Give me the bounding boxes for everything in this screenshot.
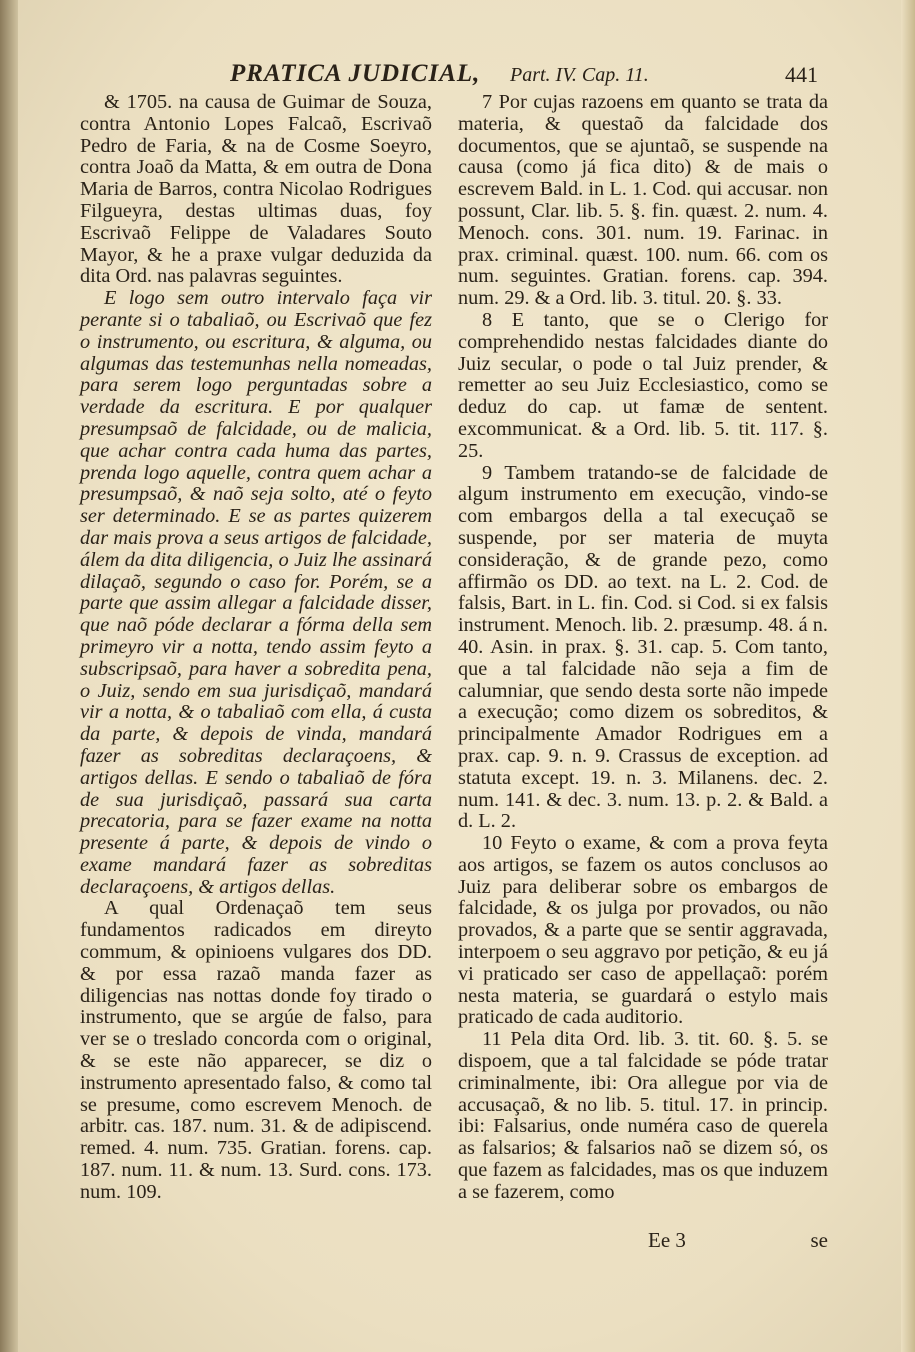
signature-mark: Ee 3 xyxy=(648,1228,686,1252)
paragraph: A qual Ordenaçaõ tem seus fundamentos radicados em direyto commum, & opinioens vulgares dos DD. & por essa razaõ manda fazer as diligencias nas nottas donde foy tirado o instrumento, que se argúe de falso, para ver se o treslado concorda com o original, & se este não apparecer, se diz o instrumento apresentado falso, & como tal se presume, como escrevem Menoch. de arbitr. cas. 187. num. 31. & de adipiscend. remed. 4. num. 735. Gratian. forens. cap. 187. num. 11. & num. 13. Surd. cons. 173. num. 109. xyxy=(80,897,432,1203)
page-number: 441 xyxy=(785,62,818,87)
part-chapter: Part. IV. Cap. 11. xyxy=(510,64,649,86)
page-edge xyxy=(901,0,915,1352)
left-column xyxy=(80,92,432,1204)
binding-gutter xyxy=(0,0,18,1352)
page-footer xyxy=(458,1228,828,1256)
paragraph-11: 11 Pela dita Ord. lib. 3. tit. 60. §. 5. se dispoem, que a tal falcidade se póde tratar criminalmente, ibi: Ora allegue por via de accusaçaõ, & no lib. 5. titul. 17. in princip. ibi: Falsarius, onde numéra caso de querela as falsarios; & falsarios naõ se dizem só, os que fazem as falcidades, mas os que induzem a se fazerem, como xyxy=(458,1028,828,1203)
paragraph-10: 10 Feyto o exame, & com a prova feyta aos artigos, se fazem os autos conclusos ao Juiz para deliberar sobre os embargos de falcidade, & os julga por provados, ou não provados, & a parte que se sentir aggravada, interpoem o seu aggravo por petição, & eu já vi praticado ser caso de appellaçaõ: porém nesta materia, se guardará o estylo mais praticado de cada auditorio. xyxy=(458,832,828,1029)
quoted-ordinance: E logo sem outro intervalo faça vir perante si o tabaliaõ, ou Escrivaõ que fez o instrumento, ou escritura, & alguma, ou algumas das testemunhas nella nomeadas, para serem logo perguntadas sobre a verdade da escritura. E por qualquer presumpsaõ de falcidade, ou de malicia, que achar contra cada huma das partes, prenda logo aquelle, contra quem achar a presumpsaõ, & naõ seja solto, até o feyto ser determinado. E se as partes quizerem dar mais prova a seus artigos de falcidade, álem da dita diligencia, o Juiz lhe assinará dilaçaõ, segundo o caso for. Porém, se a parte que assim allegar a falcidade disser, que naõ póde declarar a fórma della sem primeyro vir a notta, tendo assim feyto a subscripsaõ, para haver a sobredita pena, o Juiz, sendo em sua jurisdiçaõ, mandará vir a notta, & o tabaliaõ com ella, á custa da parte, & depois de vinda, mandará fazer as sobreditas declaraçoens, & artigos dellas. E sendo o tabaliaõ de fóra de sua jurisdiçaõ, passará sua carta precatoria, para se fazer exame na notta presente á parte, & depois de vindo o exame mandará fazer as sobreditas declaraçoens, & artigos dellas. xyxy=(80,287,432,898)
catchword: se xyxy=(810,1228,828,1252)
paragraph-7: 7 Por cujas razoens em quanto se trata da materia, & questaõ da falcidade dos documentos, que se ajuntaõ, se suspende na causa (como já fica dito) & de mais o escrevem Bald. in L. 1. Cod. qui accusar. non possunt, Clar. lib. 5. §. fin. quæst. 2. num. 4. Menoch. cons. 301. num. 19. Farinac. in prax. criminal. quæst. 100. num. 66. com os num. seguintes. Gratian. forens. cap. 394. num. 29. & a Ord. lib. 3. titul. 20. §. 33. xyxy=(458,91,828,310)
right-column xyxy=(458,92,828,1204)
paragraph-9: 9 Tambem tratando-se de falcidade de algum instrumento em execução, vindo-se com embargos della a tal execuçaõ se suspende, por ser materia de muyta consideração, & de grande pezo, como affirmão os DD. ao text. na L. 2. Cod. de falsis, Bart. in L. fin. Cod. si Cod. si ex falsis instrument. Menoch. lib. 2. præsump. 48. á n. 40. Asin. in prax. §. 31. cap. 5. Com tanto, que a tal falcidade não seja a fim de calumniar, que sendo desta sorte não impede a execução; como dizem os sobreditos, & principalmente Amador Rodrigues em a prax. cap. 9. n. 9. Crassus de exception. ad statuta except. 19. n. 3. Milanens. dec. 2. num. 141. & dec. 3. num. 13. p. 2. & Bald. a d. L. 2. xyxy=(458,461,828,833)
running-title: PRATICA JUDICIAL, xyxy=(230,60,481,87)
paragraph: & 1705. na causa de Guimar de Souza, contra Antonio Lopes Falcaõ, Escrivaõ Pedro de Faria, & na de Cosme Soeyro, contra Joaõ da Matta, & em outra de Dona Maria de Barros, contra Nicolao Rodrigues Filgueyra, destas ultimas duas, foy Escrivaõ Felippe de Valadares Souto Mayor, & he a praxe vulgar deduzida da dita Ord. nas palavras seguintes. xyxy=(80,91,432,288)
paragraph-8: 8 E tanto, que se o Clerigo for comprehendido nestas falcidades diante do Juiz secular, o pode o tal Juiz prender, & remetter ao seu Juiz Ecclesiastico, como se deduz do cap. ut famæ de sentent. excommunicat. & a Ord. lib. 5. tit. 117. §. 25. xyxy=(458,308,828,462)
